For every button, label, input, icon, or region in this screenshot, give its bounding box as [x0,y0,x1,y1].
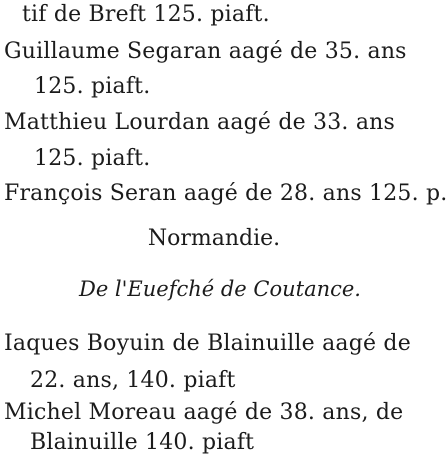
text-line-9: Iaques Boyuin de Blainuille aagé de [4,331,411,356]
text-line-5: 125. piaft. [34,146,151,171]
text-line-12: Blainuille 140. piaft [30,430,255,455]
text-line-10: 22. ans, 140. piaft [30,368,236,393]
section-heading: Normandie. [147,226,281,251]
text-line-11: Michel Moreau aagé de 38. ans, de [4,400,404,425]
text-line-1: tif de Breft 125. piaft. [22,2,270,27]
text-line-4: Matthieu Lourdan aagé de 33. ans [4,110,395,135]
section-subheading: De l'Euefché de Coutance. [78,277,361,301]
text-line-2: Guillaume Segaran aagé de 35. ans [4,39,407,64]
text-line-3: 125. piaft. [34,74,151,99]
text-line-6: François Seran aagé de 28. ans 125. p. [4,181,447,206]
